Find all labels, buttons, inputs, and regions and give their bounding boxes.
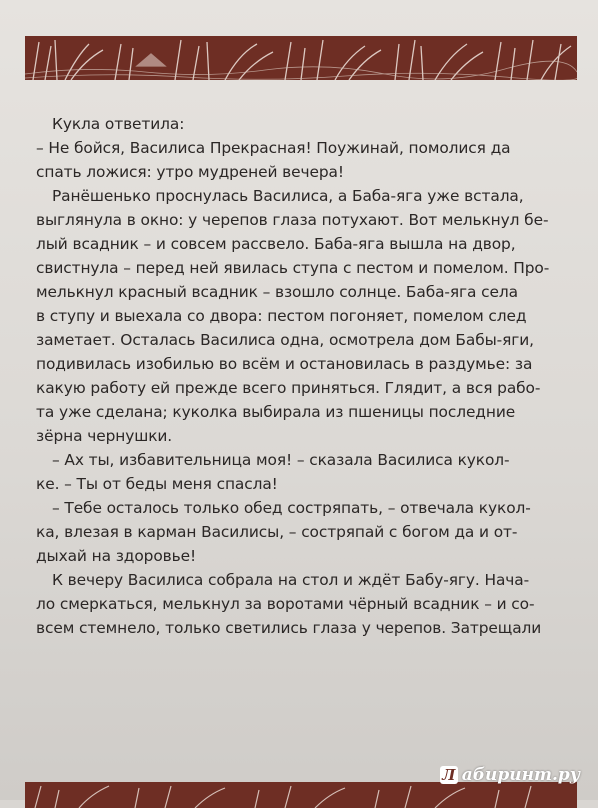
- forest-illustration: [25, 36, 577, 80]
- text-line: – Не бойся, Василиса Прекрасная! Поужинай, помолися да: [36, 139, 511, 157]
- text-line: выглянула в окно: у черепов глаза потухают. Вот мелькнул бе-: [36, 211, 549, 229]
- text-line: ло смеркаться, мелькнул за воротами чёрный всадник – и со-: [36, 595, 535, 613]
- text-line: дыхай на здоровье!: [36, 547, 197, 565]
- text-line: подивилась изобилью во всём и остановилась в раздумье: за: [36, 355, 533, 373]
- text-line: та уже сделана; куколка выбирала из пшеницы последние: [36, 403, 516, 421]
- text-line: – Тебе осталось только обед состряпать, – отвечала кукол-: [52, 499, 531, 517]
- text-line: какую работу ей прежде всего приняться. Глядит, а вся рабо-: [36, 379, 541, 397]
- text-line: заметает. Осталась Василиса одна, осмотрела дом Бабы-яги,: [36, 331, 534, 349]
- text-line: в ступу и выехала со двора: пестом погоняет, помелом след: [36, 307, 527, 325]
- text-line: всем стемнело, только светились глаза у черепов. Затрещали: [36, 619, 542, 637]
- text-line: зёрна чернушки.: [36, 427, 173, 445]
- labirint-logo-text: абиринт.ру: [461, 765, 580, 785]
- text-line: лый всадник – и совсем рассвело. Баба-яга вышла на двор,: [36, 235, 516, 253]
- text-line: – Ах ты, избавительница моя! – сказала Василиса кукол-: [52, 451, 510, 469]
- text-line: ке. – Ты от беды меня спасла!: [36, 475, 278, 493]
- labirint-logo-icon: Л: [440, 766, 458, 784]
- text-line: мелькнул красный всадник – взошло солнце. Баба-яга села: [36, 283, 518, 301]
- text-line: Ранёшенько проснулась Василиса, а Баба-яга уже встала,: [52, 187, 524, 205]
- forest-illustration-banner: [25, 36, 577, 80]
- labirint-watermark: [440, 764, 580, 786]
- text-line: Кукла ответила:: [52, 115, 185, 133]
- text-line: свистнула – перед ней явилась ступа с пестом и помелом. Про-: [36, 259, 550, 277]
- text-line: ка, влезая в карман Василисы, – состряпай с богом да и от-: [36, 523, 518, 541]
- text-line: спать ложися: утро мудреней вечера!: [36, 163, 344, 181]
- text-line: К вечеру Василиса собрала на стол и ждёт Бабу-ягу. Нача-: [52, 571, 530, 589]
